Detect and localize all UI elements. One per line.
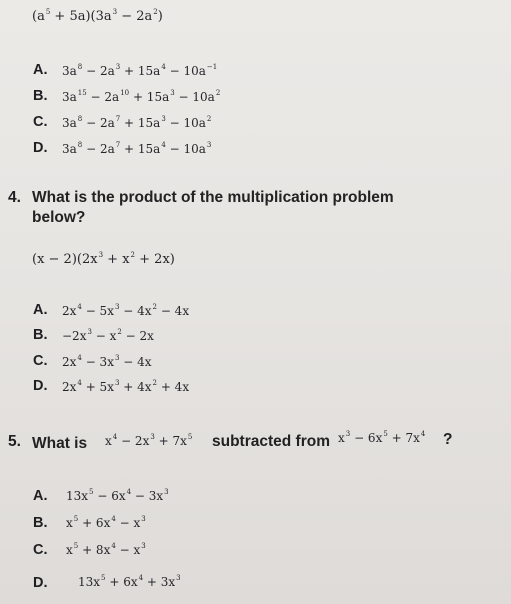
q5-option-a[interactable]: $13x^5 - 6x^4 - 3x^3$ <box>66 488 169 503</box>
q5-option-d[interactable]: $13x^5 + 6x^4 + 3x^3$ <box>78 574 181 589</box>
q3-option-b[interactable]: $3a^{15} - 2a^{10} + 15a^3 - 10a^2$ <box>62 89 221 104</box>
q5-question-suffix: ? <box>443 431 453 448</box>
q4-expression: $(x - 2)(2x^3 + x^2 + 2x)$ <box>32 251 175 267</box>
q4-option-a[interactable]: $2x^4 - 5x^3 - 4x^2 - 4x$ <box>62 303 190 318</box>
q5-option-b-letter: B. <box>33 515 48 531</box>
q5-option-c-letter: C. <box>33 542 48 558</box>
q3-option-d-letter: D. <box>33 140 48 156</box>
q4-question-line1: What is the product of the multiplication problem <box>32 189 394 206</box>
q3-option-a[interactable]: $3a^8 - 2a^3 + 15a^4 - 10a^{-1}$ <box>62 63 218 78</box>
q3-option-d[interactable]: $3a^8 - 2a^7 + 15a^4 - 10a^3$ <box>62 141 212 156</box>
q5-option-a-letter: A. <box>33 488 48 504</box>
q4-option-d-letter: D. <box>33 378 48 394</box>
q5-option-c[interactable]: $x^5 + 8x^4 - x^3$ <box>66 542 146 557</box>
q4-option-b[interactable]: $-2x^3 - x^2 - 2x$ <box>62 328 154 343</box>
q4-option-d[interactable]: $2x^4 + 5x^3 + 4x^2 + 4x$ <box>62 379 190 394</box>
q3-option-c[interactable]: $3a^8 - 2a^7 + 15a^3 - 10a^2$ <box>62 115 212 130</box>
q4-option-a-letter: A. <box>33 302 48 318</box>
q4-question-line2: below? <box>32 209 86 226</box>
q4-number: 4. <box>8 189 21 206</box>
q5-question-prefix: What is <box>32 435 88 452</box>
q4-option-c[interactable]: $2x^4 - 3x^3 - 4x$ <box>62 354 152 369</box>
q3-option-a-letter: A. <box>33 62 48 78</box>
q5-number: 5. <box>8 433 21 450</box>
q5-subtrahend: $x^4 - 2x^3 + 7x^5$ <box>105 433 193 448</box>
q3-option-c-letter: C. <box>33 114 48 130</box>
q4-option-c-letter: C. <box>33 353 48 369</box>
q5-question-middle: subtracted from <box>212 433 330 450</box>
q5-option-b[interactable]: $x^5 + 6x^4 - x^3$ <box>66 515 146 530</box>
q3-expression: $(a^5 + 5a)(3a^3 - 2a^2)$ <box>32 8 163 24</box>
q5-minuend: $x^3 - 6x^5 + 7x^4$ <box>338 430 426 445</box>
q5-option-d-letter: D. <box>33 575 48 591</box>
q4-option-b-letter: B. <box>33 327 48 343</box>
q3-option-b-letter: B. <box>33 88 48 104</box>
